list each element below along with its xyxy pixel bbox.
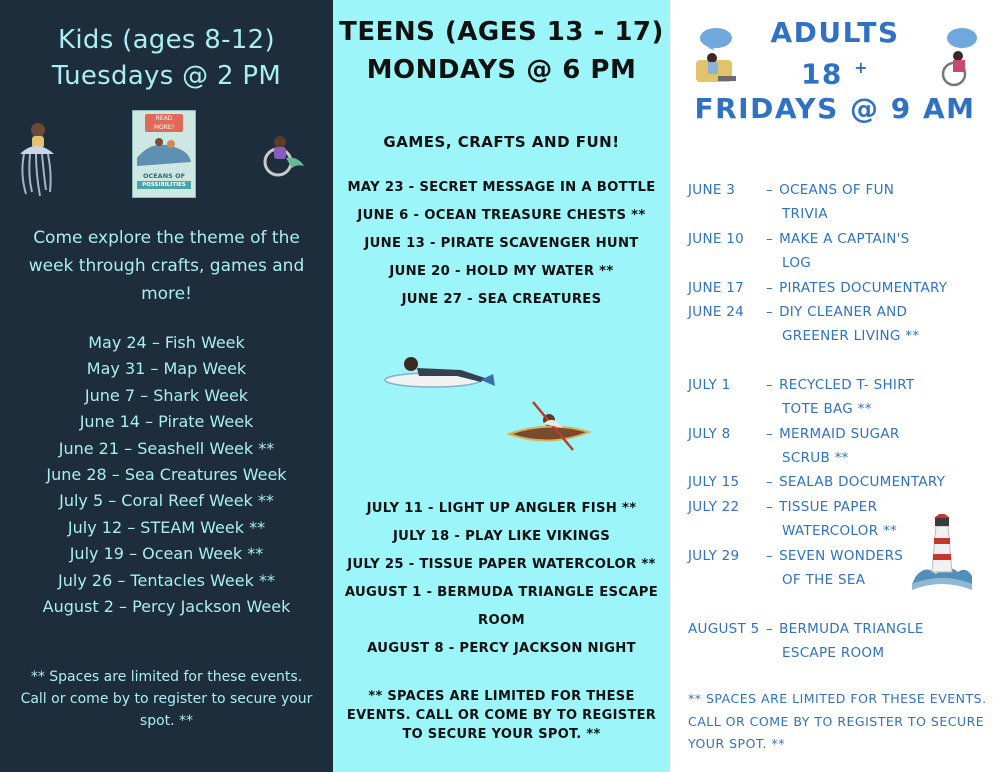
event-dash: – [766,279,774,296]
event-dash: – [766,498,774,515]
kayaker-icon [503,398,595,458]
event-title-line: MAKE A CAPTAIN'S [779,230,910,247]
event-dash: – [766,620,774,637]
list-item: JULY 18 - PLAY LIKE VIKINGS [392,529,611,544]
event-title [766,373,988,397]
list-item: June 7 – Shark Week [84,385,249,405]
event-title-line: OCEANS OF FUN [779,182,895,198]
list-item [688,300,988,324]
teens-title-day: MONDAYS @ 6 PM [366,55,637,85]
list-item: JUNE 6 - OCEAN TREASURE CHESTS ** [357,208,646,223]
event-title-cont: SCRUB ** [782,450,849,467]
list-item: AUGUST 8 - PERCY JACKSON NIGHT [367,641,636,656]
book-art-icon [133,132,195,168]
adults-title-day: FRIDAYS @ 9 AM [694,92,976,126]
list-item [688,470,988,494]
kids-title-ages: Kids (ages 8-12) [58,25,275,55]
event-dash: – [766,425,774,442]
adults-title-label: ADULTS [770,16,900,49]
list-item [688,617,988,641]
event-title [766,276,988,300]
list-item: JUNE 13 - PIRATE SCAVENGER HUNT [364,236,639,251]
list-item: June 28 – Sea Creatures Week [46,465,287,485]
event-title [766,178,988,202]
kids-intro: Come explore the theme of the week through crafts, games and more! [28,228,305,304]
event-date: AUGUST 5 [688,620,760,637]
list-item: July 5 – Coral Reef Week ** [59,491,274,511]
jellyfish-reader-icon [14,118,58,198]
list-item: May 24 – Fish Week [88,333,245,352]
teens-note: ** SPACES ARE LIMITED FOR THESE EVENTS. CALL OR COME BY TO REGISTER TO SECURE YOUR SPOT. ** [346,689,657,742]
book-title-1: OCEANS OF [142,172,186,180]
list-item: MAY 23 - SECRET MESSAGE IN A BOTTLE [347,180,656,195]
event-dash: – [766,547,774,564]
book-title-2: POSSIBILITIES [137,181,191,189]
event-title-line: PIRATES DOCUMENTARY [779,279,948,296]
teens-column [333,0,670,772]
kids-note: ** Spaces are limited for these events. Call or come by to register to secure your spot. ** [20,669,313,730]
list-item: JULY 25 - TISSUE PAPER WATERCOLOR ** [347,557,656,572]
kids-title-day: Tuesdays @ 2 PM [51,61,282,91]
wheelchair-mermaid-icon [262,132,308,180]
event-title-line: SEALAB DOCUMENTARY [779,474,946,491]
event-title-line: TISSUE PAPER [779,498,878,515]
book-banner: READ MORE! [145,114,183,132]
kids-column [0,0,333,772]
event-title-cont: WATERCOLOR ** [782,523,898,540]
event-title [766,617,988,641]
kids-illustrations [0,110,333,200]
event-title [766,470,988,494]
event-title-line: RECYCLED T- SHIRT [779,376,915,393]
list-item [688,422,988,446]
teens-subtitle: GAMES, CRAFTS AND FUN! [383,133,620,151]
list-item: ROOM [478,613,525,628]
list-item: JULY 11 - LIGHT UP ANGLER FISH ** [366,501,637,516]
event-title-cont: GREENER LIVING ** [782,328,920,345]
event-title [766,422,988,446]
event-title-line: DIY CLEANER AND [779,304,908,321]
list-item [688,227,988,251]
event-dash: – [766,304,774,321]
list-item: AUGUST 1 - BERMUDA TRIANGLE ESCAPE [344,585,659,600]
teens-illustrations [333,314,670,486]
event-dash: – [766,230,774,247]
adults-column [670,0,1000,772]
surfer-boy-icon [381,352,499,392]
event-date: JULY 8 [688,425,731,442]
event-date: JUNE 10 [688,230,745,247]
event-date: JULY 1 [688,376,731,393]
adults-note: ** SPACES ARE LIMITED FOR THESE EVENTS. CALL OR COME BY TO REGISTER TO SECURE YOUR SPOT. ** [688,691,987,751]
schedule-gap [688,349,988,373]
event-title [766,227,988,251]
event-title-cont: TOTE BAG ** [782,401,872,418]
event-title [766,300,988,324]
list-item: May 31 – Map Week [86,359,247,379]
list-item: June 21 – Seashell Week ** [58,438,275,458]
list-item: July 19 – Ocean Week ** [69,544,264,564]
event-title-line: BERMUDA TRIANGLE [779,620,924,637]
event-date: JULY 29 [688,547,740,564]
event-dash: – [766,376,774,393]
event-title-cont: OF THE SEA [782,572,866,589]
event-date: JULY 22 [688,498,740,515]
event-title-line: MERMAID SUGAR [779,425,900,442]
event-date: JUNE 3 [688,182,736,198]
event-title-cont: TRIVIA [782,206,828,223]
kids-schedule [0,330,333,620]
teens-schedule-part2 [333,495,670,663]
teens-title-ages: TEENS (AGES 13 - 17) [339,17,664,47]
list-item: JUNE 27 - SEA CREATURES [401,292,602,307]
event-date: JULY 15 [688,474,740,491]
list-item [688,178,988,202]
wheelchair-reader-icon [936,26,986,90]
event-title-cont: LOG [782,255,812,272]
list-item: July 12 – STEAM Week ** [67,517,266,537]
event-title-cont: ESCAPE ROOM [782,644,885,661]
adults-age-plus: + [854,58,870,77]
kids-title [0,22,333,94]
adults-age-number: 18 [800,57,843,91]
event-dash: – [766,474,774,491]
list-item [688,373,988,397]
list-item: July 26 – Tentacles Week ** [58,570,275,590]
list-item: August 2 – Percy Jackson Week [42,597,291,617]
list-item: JUNE 20 - HOLD MY WATER ** [389,264,614,279]
lighthouse-book-icon [906,514,978,598]
list-item: June 14 – Pirate Week [79,412,254,432]
event-title-line: SEVEN WONDERS [779,547,904,564]
event-date: JUNE 17 [688,279,745,296]
list-item [688,276,988,300]
teens-schedule-part1 [333,174,670,314]
event-date: JUNE 24 [688,304,745,321]
teens-title [333,13,670,89]
event-dash: – [766,182,774,198]
reader-armchair-icon [688,26,744,90]
book-cover-icon [132,110,196,198]
